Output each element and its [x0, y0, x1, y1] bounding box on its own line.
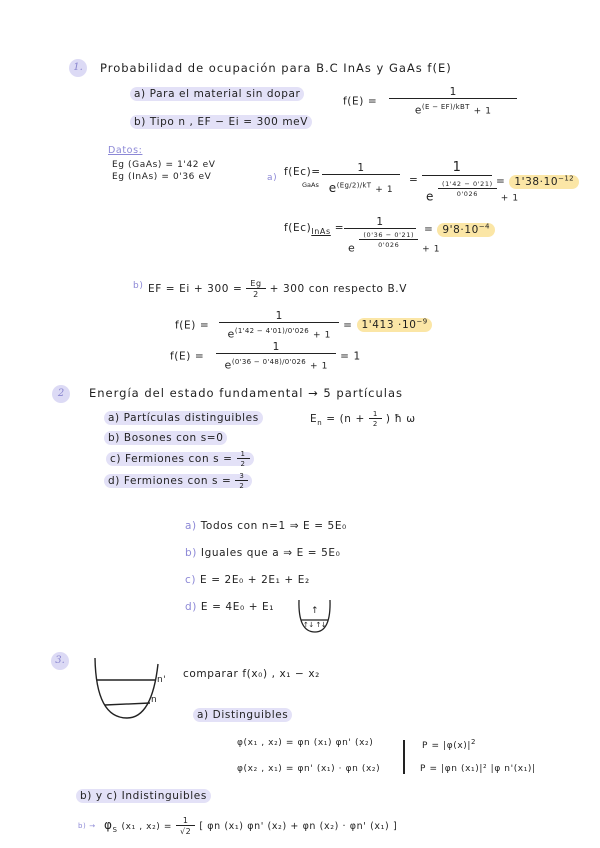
gaas-result-mantissa: 1'38·10 — [514, 175, 559, 188]
level-n-prime: n' — [157, 675, 167, 685]
sym-bracket: [ φn (x₁) φn' (x₂) + φn (x₂) · φn' (x₁) ] — [199, 821, 398, 832]
level-n: n — [151, 695, 158, 705]
item-2c — [106, 452, 254, 466]
answer-d-label: d) — [185, 601, 197, 613]
probability-2: P = |φn (x₁)|² |φ n'(x₁)| — [420, 764, 536, 774]
part-b-eq2: f(E) = $\frac{1}{e^{(0'36 - 0'48)/0'026} + 1}$ = 1 — [170, 341, 361, 372]
inas-result-exp: −4 — [478, 222, 490, 230]
energy-mid: = (n + — [326, 413, 365, 425]
eq1-result-mantissa: 1'413 ·10 — [361, 319, 417, 332]
answer-d-text: E = 4E₀ + E₁ — [200, 601, 275, 613]
item-3a: a) Distinguibles — [193, 708, 292, 722]
eq1-lhs: f(E) = — [175, 319, 210, 332]
gaas-lhs — [284, 166, 321, 178]
wavefunction-eq2: φ(x₂ , x₁) = φn' (x₁) · φn (x₂) — [237, 764, 381, 774]
item-1a: a) Para el material sin dopar — [130, 87, 304, 101]
gaas-frac-2: 1 e $\frac{(1'42 - 0'21)}{0'026}$ + 1 — [422, 160, 492, 204]
energy-frac-num: 1 — [372, 410, 378, 418]
formula-lhs: f(E) = — [343, 95, 378, 108]
harmonic-well-diagram — [94, 658, 167, 718]
item-2a: a) Partículas distinguibles — [104, 411, 263, 425]
eq1-num: 1 — [275, 310, 283, 322]
inas-result — [437, 223, 494, 237]
ground-arrows: ↑↓ ↑↓ — [303, 621, 327, 629]
symmetric-wavefunction — [104, 816, 397, 836]
item-2d-text: d) Fermiones con s = — [108, 475, 232, 487]
sym-phi: φ — [104, 818, 113, 832]
eq1-tail: + 1 — [312, 330, 331, 341]
eq1-result-exp: −9 — [416, 317, 428, 326]
eq2-exp: (0'36 − 0'48)/0'026 — [231, 358, 307, 366]
answer-d — [185, 601, 274, 613]
formula-e: e — [414, 104, 422, 117]
sym-args: (x₁ , x₂) = — [121, 822, 173, 832]
datos-inas: Eg (InAs) = 0'36 eV — [112, 172, 212, 182]
spin-d-num: 3 — [239, 472, 245, 480]
answer-c — [185, 574, 310, 586]
inas-result-row: = $9'8\cdot 10^{-4}$ — [424, 222, 495, 236]
gaas-frac-1: $\frac{1}{e^{(Eg/2)/kT} + 1}$ — [322, 162, 400, 195]
energy-tail: ) ħ ω — [385, 413, 416, 425]
eq2-result: = 1 — [340, 350, 361, 363]
item-2c-row — [106, 450, 254, 468]
eq2-lhs: f(E) = — [170, 350, 205, 363]
gaas-result-exp: −12 — [558, 174, 574, 182]
inas-exp-num: (0'36 − 0'21) — [363, 231, 415, 239]
eq2-num: 1 — [272, 341, 280, 353]
item-2d — [104, 474, 252, 488]
gaas-num-2: 1 — [452, 160, 462, 175]
answer-b — [185, 547, 340, 559]
gaas-result-row: = $1'38\cdot 10^{-12}$ — [496, 174, 579, 188]
wavefunction-eq1: φ(x₁ , x₂) = φn (x₁) φn' (x₂) — [237, 738, 374, 748]
part-b-line1 — [148, 279, 407, 299]
gaas-f-ec: f(Ec) — [284, 166, 312, 178]
gaas-subscript: GaAs — [302, 181, 319, 189]
energy-frac-den: 2 — [369, 418, 382, 428]
inas-subscript: InAs — [311, 227, 331, 237]
sym-frac-den: √2 — [176, 825, 195, 836]
answer-a — [185, 520, 347, 532]
answer-c-text: E = 2E₀ + 2E₁ + E₂ — [200, 574, 310, 586]
gaas-tail-1: + 1 — [375, 185, 394, 195]
energy-sub: n — [317, 419, 323, 428]
energy-lhs: E — [310, 413, 318, 425]
datos-gaas: Eg (GaAs) = 1'42 eV — [112, 160, 216, 170]
probability-1-text: P = |φ(x)| — [422, 741, 472, 751]
gaas-eq: = — [311, 166, 321, 178]
section-2-title: Energía del estado fundamental → 5 partículas — [89, 386, 404, 400]
answer-c-label: c) — [185, 574, 197, 586]
datos-label: Datos: — [108, 145, 143, 156]
inas-num: 1 — [376, 216, 384, 228]
compare-text: comparar f(x₀) , x₁ − x₂ — [183, 668, 320, 680]
inas-f-ec: f(Ec) — [284, 222, 312, 234]
answer-a-label: a) — [185, 520, 197, 532]
section-2-badge: 2 — [52, 385, 70, 403]
spin-c-den: 2 — [237, 458, 250, 468]
ef-equation: EF = Ei + 300 = — [148, 283, 243, 295]
eq2-tail: + 1 — [309, 361, 328, 372]
item-2c-text: c) Fermiones con s = — [110, 453, 233, 465]
formula-tail: + 1 — [473, 106, 492, 117]
gaas-exp-2-num: (1'42 − 0'21) — [441, 180, 493, 188]
inas-exp-den: 0'026 — [359, 239, 418, 249]
answer-b-label: b) — [185, 547, 197, 559]
part-b-eq1: f(E) = $\frac{1}{e^{(1'42 - 4'01)/0'026} + 1}$ = $1'413 \cdot 10^{-9}$ — [175, 310, 432, 341]
formula-numerator: 1 — [449, 86, 457, 98]
answer-b-text: Iguales que a ⇒ E = 5E₀ — [200, 547, 341, 559]
sym-frac-num: 1 — [182, 816, 189, 825]
inas-eq: = — [334, 222, 345, 234]
gaas-eq-2: = — [409, 174, 419, 186]
probability-1 — [422, 738, 476, 751]
energy-formula — [310, 410, 416, 428]
inas-lhs — [284, 222, 344, 236]
ef-equation-tail: + 300 con respecto B.V — [269, 283, 408, 295]
gaas-exp-1: (Eg/2)/kT — [336, 181, 372, 190]
formula-exponent: (E − EF)/kBT — [421, 103, 470, 111]
eg-frac-den: 2 — [246, 288, 265, 299]
probability-1-exp: 2 — [471, 738, 476, 746]
answer-a-text: Todos con n=1 ⇒ E = 5E₀ — [200, 520, 347, 532]
eg-frac-num: Eg — [250, 279, 262, 288]
item-3bc: b) y c) Indistinguibles — [76, 789, 211, 803]
inas-frac: 1 e $\frac{(0'36 - 0'21)}{0'026}$ + 1 — [344, 216, 416, 255]
gaas-num-1: 1 — [357, 162, 365, 174]
excited-arrow: ↑ — [311, 606, 319, 616]
b-marker: b) → — [78, 822, 96, 830]
eq1-exp: (1'42 − 4'01)/0'026 — [234, 327, 310, 335]
spin-c-num: 1 — [240, 450, 246, 458]
item-2d-row — [104, 472, 252, 490]
fermi-dirac-formula — [343, 86, 517, 117]
sym-sub: S — [112, 826, 118, 835]
gaas-tail-2: + 1 — [500, 193, 519, 204]
spin-d-den: 2 — [235, 480, 248, 490]
item-1b: b) Tipo n , EF − Ei = 300 meV — [130, 115, 312, 129]
part-b-label: b) — [133, 281, 144, 291]
section-1-title: Probabilidad de ocupación para B.C InAs y GaAs f(E) — [100, 61, 452, 75]
item-2b: b) Bosones con s=0 — [104, 431, 227, 445]
gaas-result — [509, 175, 579, 189]
divider-bar — [403, 740, 405, 774]
eq1-result — [357, 318, 433, 332]
inas-result-mantissa: 9'8·10 — [442, 223, 479, 236]
part-a-label: a) — [267, 173, 278, 183]
section-1-badge: 1. — [69, 59, 87, 77]
inas-tail: + 1 — [422, 244, 441, 255]
section-3-badge: 3. — [51, 652, 69, 670]
gaas-exp-2-den: 0'026 — [438, 188, 497, 198]
